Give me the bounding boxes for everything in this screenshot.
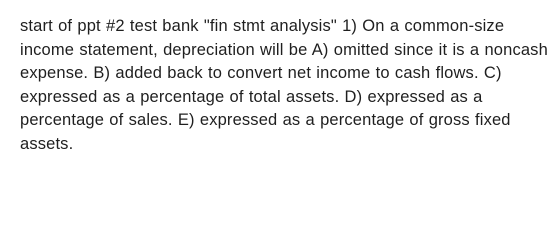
question-text: start of ppt #2 test bank "fin stmt analysis" 1) On a common-size income statement, depreciation will be A) omitted since it is a noncash expense. B) added back to convert net income to cash flows. C) expressed as a percentage of total assets. D) expressed as a percentage of sales. E) expressed as a percentage of gross fixed assets. [20, 17, 548, 153]
